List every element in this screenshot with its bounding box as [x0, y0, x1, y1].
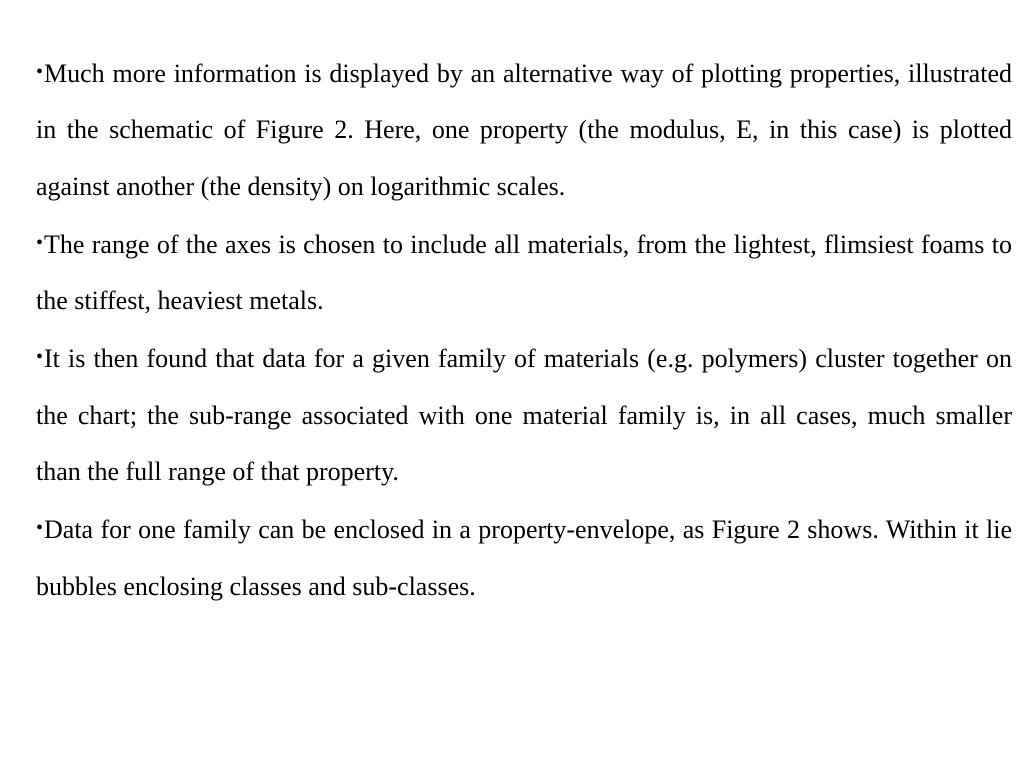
bullet-icon: •	[36, 346, 44, 369]
bullet-text: Data for one family can be enclosed in a property-envelope, as Figure 2 shows. Within it lie bubbles enclosing classes and sub-classes.	[36, 515, 1012, 601]
bullet-text: The range of the axes is chosen to include all materials, from the lightest, flimsiest foams to the stiffest, heaviest metals.	[36, 229, 1012, 316]
bullet-item	[36, 500, 1012, 615]
bullet-item	[36, 215, 1012, 330]
bullet-list	[36, 44, 1012, 615]
bullet-icon: •	[36, 231, 44, 254]
bullet-icon: •	[36, 517, 44, 540]
bullet-text: It is then found that data for a given family of materials (e.g. polymers) cluster together on the chart; the sub-range associated with one material family is, in all cases, much smaller than the full range of that property.	[36, 344, 1012, 487]
bullet-item	[36, 44, 1012, 215]
bullet-item	[36, 329, 1012, 500]
bullet-icon: •	[36, 61, 44, 83]
bullet-text: Much more information is displayed by an alternative way of plotting properties, illustrated in the schematic of Figure 2. Here, one property (the modulus, E, in this case) is plotted against another (the density) on logarithmic scales.	[36, 59, 1012, 201]
